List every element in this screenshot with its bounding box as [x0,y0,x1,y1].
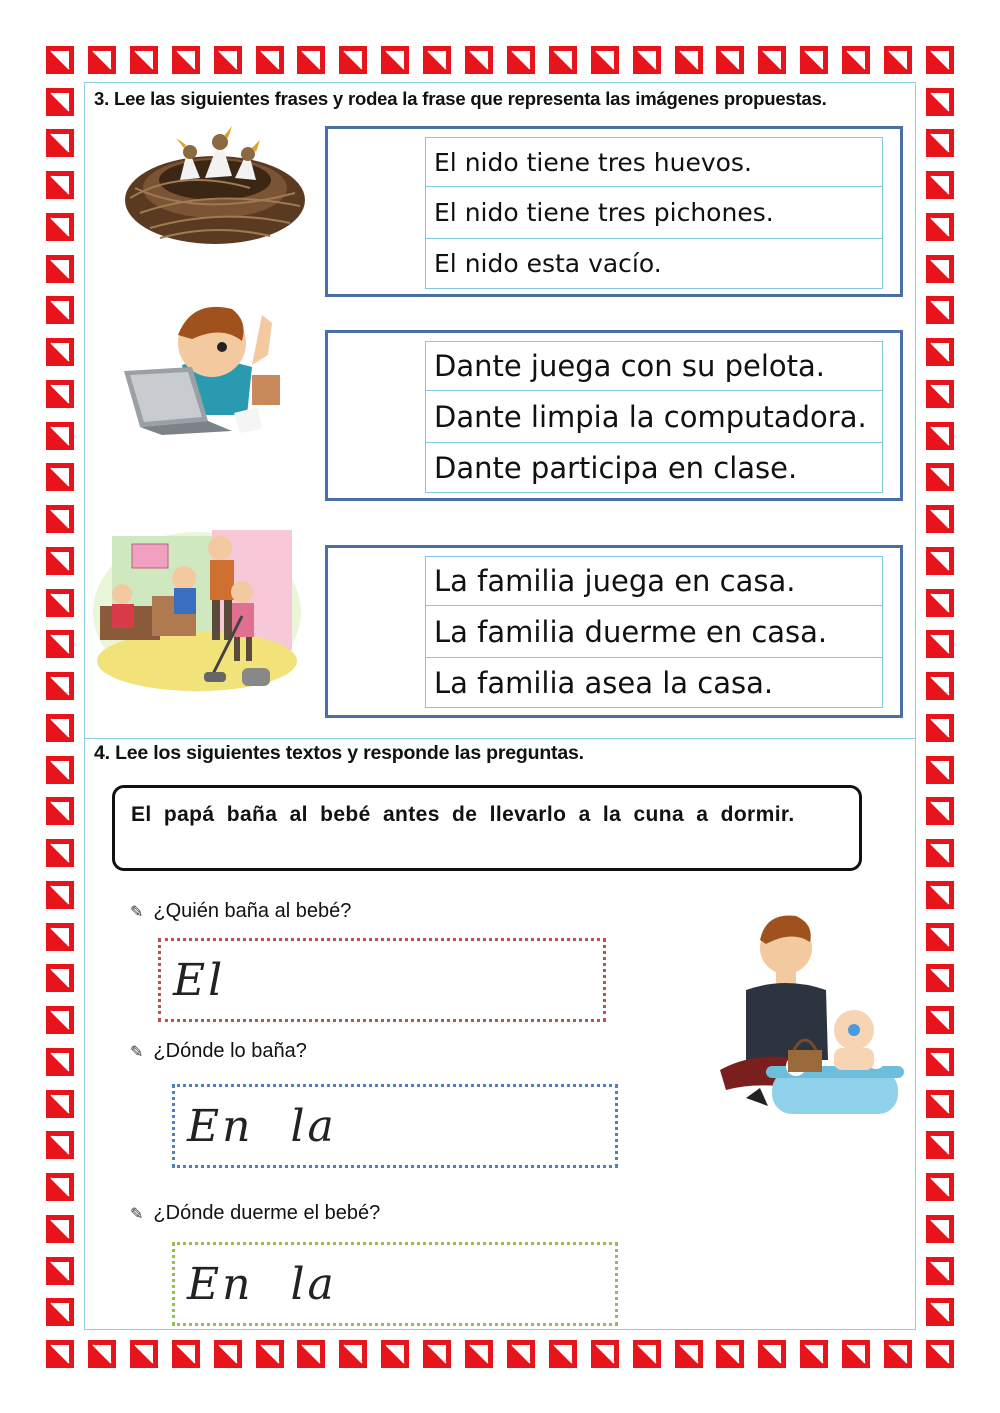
option-family-3[interactable]: La familia asea la casa. [425,658,883,708]
border-tile [842,1340,870,1368]
border-tile [926,923,954,951]
answer-1-text: El [173,954,226,1006]
option-boy-2[interactable]: Dante limpia la computadora. [425,391,883,443]
border-tile [926,296,954,324]
border-tile [46,380,74,408]
section-4-heading: 4. Lee los siguientes textos y responde las preguntas. [94,742,584,764]
border-tile [465,46,493,74]
border-tile [46,756,74,784]
pencil-icon: ✎ [130,1205,144,1223]
border-tile [926,630,954,658]
border-tile [46,714,74,742]
border-tile [926,1215,954,1243]
border-tile [423,1340,451,1368]
answer-box-3[interactable] [172,1242,618,1326]
question-3-text: ¿Dónde duerme el bebé? [153,1202,381,1224]
border-tile [507,1340,535,1368]
border-tile [46,547,74,575]
border-tile [46,1131,74,1159]
border-tile [675,46,703,74]
question-2-text: ¿Dónde lo baña? [153,1040,307,1062]
border-tile [256,1340,284,1368]
border-tile [339,46,367,74]
border-tile [46,923,74,951]
border-tile [884,46,912,74]
pencil-icon: ✎ [130,1043,144,1061]
border-tile [46,1298,74,1326]
border-tile [46,672,74,700]
border-tile [88,46,116,74]
border-tile [800,46,828,74]
border-tile [46,1048,74,1076]
reading-text: El papá baña al bebé antes de llevarlo a la cuna a dormir. [131,803,795,826]
border-tile [130,1340,158,1368]
border-tile [926,714,954,742]
border-tile [926,797,954,825]
border-tile [46,1215,74,1243]
border-tile [716,46,744,74]
border-tile [214,46,242,74]
border-tile [172,46,200,74]
border-tile [46,589,74,617]
border-tile [926,1257,954,1285]
border-tile [926,380,954,408]
option-boy-1[interactable]: Dante juega con su pelota. [425,341,883,391]
question-1 [130,900,351,923]
border-tile [507,46,535,74]
border-tile [339,1340,367,1368]
section-divider [84,738,916,739]
border-tile [716,1340,744,1368]
border-tile [926,1090,954,1118]
border-tile [926,547,954,575]
border-tile [46,88,74,116]
border-tile [926,171,954,199]
options-box-nest [325,126,903,297]
border-tile [926,1340,954,1368]
question-3 [130,1202,380,1225]
option-nest-2[interactable]: El nido tiene tres pichones. [425,187,883,239]
border-tile [926,672,954,700]
border-tile [88,1340,116,1368]
border-tile [172,1340,200,1368]
border-tile [926,255,954,283]
option-family-2[interactable]: La familia duerme en casa. [425,606,883,658]
border-tile [46,255,74,283]
border-tile [926,1006,954,1034]
border-tile [46,338,74,366]
border-tile [758,1340,786,1368]
section-3-heading: 3. Lee las siguientes frases y rodea la frase que representa las imágenes propuestas. [94,88,827,109]
border-tile [633,1340,661,1368]
border-tile [926,88,954,116]
border-tile [46,1006,74,1034]
options-box-family [325,545,903,718]
border-tile [297,46,325,74]
border-tile [926,213,954,241]
options-box-boy [325,330,903,501]
answer-box-1[interactable] [158,938,606,1022]
border-tile [926,1131,954,1159]
border-tile [46,171,74,199]
border-tile [926,505,954,533]
answer-box-2[interactable] [172,1084,618,1168]
answer-3-text: En la [187,1258,337,1310]
border-tile [256,46,284,74]
border-tile [214,1340,242,1368]
answer-2-text: En la [187,1100,337,1152]
border-tile [46,129,74,157]
border-tile [46,839,74,867]
border-tile [926,1298,954,1326]
border-tile [591,46,619,74]
option-boy-3[interactable]: Dante participa en clase. [425,443,883,493]
border-tile [381,46,409,74]
border-tile [926,129,954,157]
border-tile [381,1340,409,1368]
border-tile [549,46,577,74]
option-nest-3[interactable]: El nido esta vacío. [425,239,883,289]
border-tile [46,296,74,324]
border-tile [46,213,74,241]
border-tile [46,1257,74,1285]
border-tile [842,46,870,74]
question-1-text: ¿Quién baña al bebé? [153,900,352,922]
border-tile [549,1340,577,1368]
border-tile [46,630,74,658]
father-bathing-baby-image [716,910,906,1130]
border-tile [926,1173,954,1201]
border-tile [926,338,954,366]
border-tile [926,1048,954,1076]
bird-nest-image [120,118,310,250]
border-tile [465,1340,493,1368]
reading-text-box [112,785,862,871]
option-nest-1[interactable]: El nido tiene tres huevos. [425,137,883,187]
border-tile [46,881,74,909]
border-tile [926,964,954,992]
border-tile [46,797,74,825]
border-tile [800,1340,828,1368]
border-tile [423,46,451,74]
border-tile [46,422,74,450]
border-tile [758,46,786,74]
border-tile [46,463,74,491]
border-tile [926,463,954,491]
border-tile [46,1340,74,1368]
border-tile [675,1340,703,1368]
border-tile [591,1340,619,1368]
border-tile [633,46,661,74]
border-tile [926,589,954,617]
border-tile [297,1340,325,1368]
border-tile [46,1173,74,1201]
option-family-1[interactable]: La familia juega en casa. [425,556,883,606]
border-tile [884,1340,912,1368]
question-2 [130,1040,307,1063]
border-tile [46,505,74,533]
border-tile [130,46,158,74]
border-tile [926,881,954,909]
border-tile [46,964,74,992]
border-tile [46,46,74,74]
family-cleaning-image [92,526,302,694]
boy-laptop-image [122,295,282,435]
border-tile [926,839,954,867]
border-tile [926,46,954,74]
border-tile [926,756,954,784]
border-tile [926,422,954,450]
pencil-icon: ✎ [130,903,144,921]
border-tile [46,1090,74,1118]
